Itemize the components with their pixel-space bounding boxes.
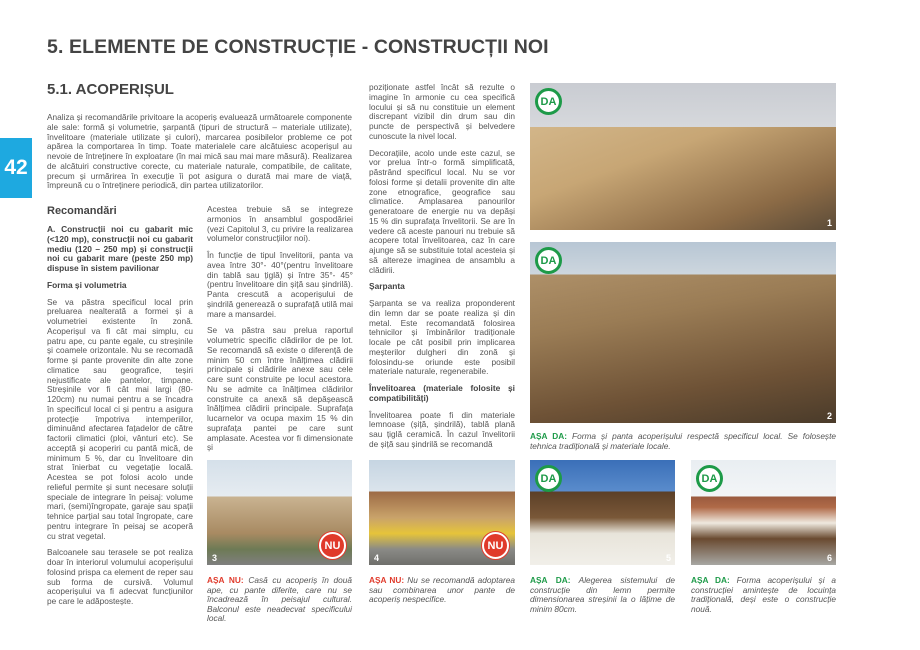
caption-label: AȘA NU:: [207, 575, 244, 585]
caption-text: Nu se recomandă adoptarea sau combinarea unor pante de acoperiș nespecifice.: [369, 575, 515, 604]
photo-number: 3: [212, 553, 218, 563]
column-1: [47, 205, 193, 614]
caption-text: Casă cu acoperiș în două ape, cu pante diferite, care nu se încadrează în peisajul cultural. Balconul este neadecvat specificului local.: [207, 575, 353, 623]
photo-number: 6: [826, 553, 832, 563]
caption-label: AȘA DA:: [530, 575, 571, 585]
caption-label: AȘA DA:: [691, 575, 730, 585]
page-number-tab: 42: [0, 138, 32, 198]
da-badge: DA: [535, 88, 562, 115]
paragraph: Decorațiile, acolo unde este cazul, se vor prelua într-o formă simplificată, păstrând specificul local. Nu se vor folosi forme și detalii provenite din alte zone etnografice, geografice sau climatice. Amplasarea panourilor generatoare de energie nu va depăși 15 % din suprafața învelitorii. Se are în vedere că aceste panouri nu trebuie să acopere total învelitoarea, caz în care ajunge să se substituie total acesteia și să altereze imaginea de ansamblu a clădirii.: [369, 147, 515, 275]
photo-6-new-house: [691, 460, 836, 565]
column-2: [207, 205, 353, 460]
photo-5-caption: [530, 576, 675, 614]
recommendations-heading: Recomandări: [47, 205, 117, 217]
photo-number: 2: [826, 411, 832, 421]
paragraph: În funcție de tipul învelitorii, panta va avea între 30°- 40°(pentru învelitoare din tablă sau țiglă) și între 35°- 45° (pentru învelitoare din șiță sau șindrilă). Panta crescută a acoperișului de șindrilă generează o suprafață utilă mai mare a mansardei.: [207, 250, 353, 319]
da-badge: DA: [535, 465, 562, 492]
invelitoare-heading: Învelitoarea (materiale folosite și compatibilități): [369, 383, 515, 403]
paragraph: Balcoanele sau terasele se pot realiza doar în interiorul volumului acoperișului folosind prispa ca element de reper sau sub forma de cursivă. Volumul acoperișului va fi adecvat funcțiunilor pe care le adăpostește.: [47, 547, 193, 606]
da-badge: DA: [535, 247, 562, 274]
photo-number: 4: [374, 553, 380, 563]
photo-2-timber-frame: [530, 242, 836, 423]
paragraph: Acestea trebuie să se integreze armonios în ansamblul gospodăriei (vezi Capitolul 3, cu privire la realizarea volumelor construcțiilor noi).: [207, 204, 353, 244]
photo-3-caption: [207, 576, 352, 624]
nu-badge: NU: [319, 532, 346, 559]
paragraph: Șarpanta se va realiza proponderent din lemn dar se poate realiza și din metal. Este recomandată folosirea tehnicilor și îmbinărilor tradiționale locale pe cât posibil prin implicarea meșterilor dulgheri din zonă și folosindu-se oriunde este posibil materiale naturale, regenerabile.: [369, 298, 515, 377]
photo-1-roof-construction: [530, 83, 836, 230]
photo-4-shop-building: [369, 460, 515, 565]
photo-5-eaves: [530, 460, 675, 565]
sarpanta-heading: Șarpanta: [369, 281, 405, 292]
photo-number: 1: [826, 218, 832, 228]
photo-4-caption: [369, 576, 515, 605]
caption-label: AȘA DA:: [530, 431, 567, 441]
paragraph: Învelitoarea poate fi din materiale lemnoase (șiță, șindrilă), tablă plană sau țiglă ceramică. În cazul învelitorii de șiță sau șindrilă se recomandă: [369, 409, 515, 449]
da-badge: DA: [696, 465, 723, 492]
photo-6-caption: [691, 576, 836, 614]
page-title: 5. ELEMENTE DE CONSTRUCȚIE - CONSTRUCȚII NOI: [47, 36, 549, 58]
column-3: [369, 83, 515, 457]
paragraph: poziționate astfel încât să rezulte o imagine în armonie cu cea specifică locului și să nu constituie un element discrepant vizibil din drum sau din puncte de perspectivă și belvedere cunoscute la nivel local.: [369, 82, 515, 141]
paragraph: Se va păstra sau prelua raportul volumetric specific clădirilor de pe lot. Se recomandă să existe o diferență de minim 50 cm între înălțimea clădirii principale și clădirile anexe sau cele care sunt construite pe locul acestora. Nu se admite ca înălțimea clădirilor construite ca anexă să depășească înălțimea clădirii principale. Suprafața lucarnelor va ocupa maxim 15 % din suprafața pantei pe care sunt amplasate. Acestea vor fi dimensionate și: [207, 325, 353, 453]
photo-number: 5: [665, 553, 671, 563]
photo-2-caption: [530, 432, 836, 451]
category-heading: A. Construcții noi cu gabarit mic (<120 mp), construcții noi cu gabarit mediu (120 – 250 mp) și construcții noi cu gabarit mare (peste 250 mp) dispuse în sistem pavilionar: [47, 224, 193, 273]
caption-text: Alegerea sistemului de construcție din lemn permite dimensionarea streșinii la o lățime de minim 80cm.: [530, 575, 676, 614]
nu-badge: NU: [482, 532, 509, 559]
caption-text: Forma și panta acoperișului respectă specificul local. Se folosește tehnica tradițională și materiale locale.: [530, 431, 836, 451]
section-title: 5.1. ACOPERIȘUL: [47, 81, 174, 98]
photo-3-house: [207, 460, 352, 565]
caption-label: AȘA NU:: [369, 575, 405, 585]
intro-paragraph: Analiza și recomandările privitoare la acoperiș evaluează următoarele componente ale sale: formă și volumetrie, șarpantă (tipuri de structură – materiale utilizate), învelitoare (materiale utilizate și culori), marcarea posibilelor probleme ce pot apărea la comportarea în timp. Toate materialele care alcătuiesc acoperișul au nevoie de întreținere în exploatare (în mai mică sau mai mare măsură). Realizarea de alcătuiri constructive corecte, cu materiale naturale, compatibile, de calitate, precum și urmărirea în execuție îi pot asigura o durată mai mare de viață, împreună cu o întreținere periodică, din partea utilizatorilor.: [47, 112, 352, 191]
paragraph: Se va păstra specificul local prin preluarea nealterată a formei și a volumetriei existente în zonă. Acoperișul va fi cât mai simplu, cu patru ape, cu pante egale, cu streșinile și coamele orizontale. Nu se recomadă forme și pante provenite din alte zone climatice sau geografice, teșiri nejustificate ale pantelor, timpane. Streșinile vor fi cât mai largi (80-120cm) nu numai pentru a se încadra în specificul local ci și pentru a asigura protecție împotriva intemperiilor, diminuând afectarea fațadelor de către factorii climatici (ploi, vânturi etc). Se acceptă și acoperiri cu pantă mică, de minimum 5 %, dar cu învelitoare din strat înierbat cu vegetație locală. Acestea se pot folosi acolo unde relieful permite și sunt necesare soluții speciale de integrare în peisaj: volume mari, (semi)îngropate, garaje sau spații tehnice parțial sau total îngropate, care pentru integrare în peisaj se acoperă cu strat vegetal.: [47, 296, 193, 541]
caption-text: Forma acoperișului și a construcției amintește de locuința tradițională, deși este o construcție nouă.: [691, 575, 836, 614]
form-heading: Forma și volumetria: [47, 279, 127, 290]
